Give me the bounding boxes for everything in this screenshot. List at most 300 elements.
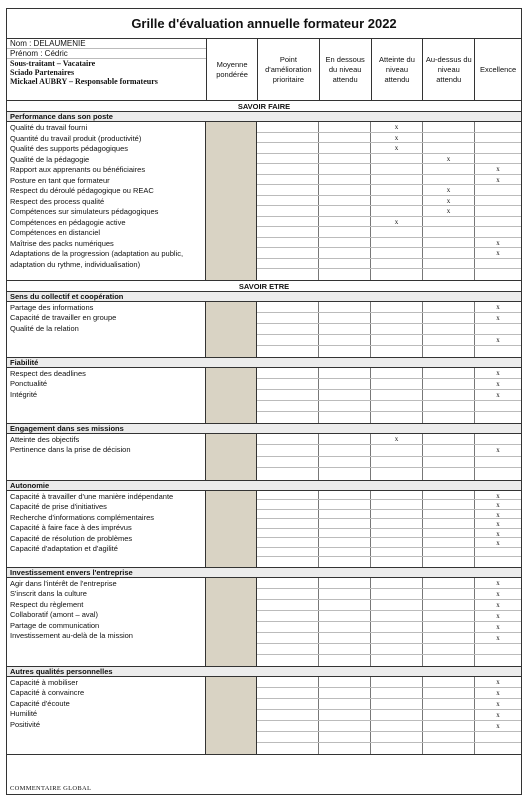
rating-cell[interactable] [423,589,475,599]
rating-cell[interactable]: x [496,721,500,730]
rating-cell[interactable] [475,548,521,557]
rating-cell[interactable]: x [496,710,500,719]
rating-cell[interactable] [475,655,521,666]
rating-cell[interactable] [423,578,475,588]
weighted-average-cell [206,677,257,754]
rating-cell[interactable] [257,259,319,269]
rating-row [257,457,521,469]
rating-cell[interactable] [371,633,423,643]
rating-cell[interactable]: x [423,154,475,164]
rating-cell[interactable]: x [496,529,500,538]
rating-cell[interactable] [371,519,423,528]
rating-cell[interactable] [319,710,371,720]
rating-row [257,175,521,186]
rating-cell[interactable] [257,699,319,709]
rating-cell[interactable] [319,143,371,153]
rating-cell[interactable]: x [496,633,500,642]
rating-cell[interactable] [371,390,423,400]
rating-cell[interactable] [319,227,371,237]
rating-cell[interactable] [319,238,371,248]
manager-line: Mickael AUBRY – Responsable formateurs [10,77,158,86]
rating-cell[interactable] [319,500,371,509]
rating-cell[interactable] [423,412,475,423]
rating-cell[interactable] [475,743,521,754]
rating-cell[interactable] [371,589,423,599]
rating-cell[interactable] [319,688,371,698]
rating-cell[interactable] [257,368,319,378]
rating-cell[interactable] [319,491,371,500]
rating-cell[interactable]: x [496,539,500,547]
rating-cell[interactable] [257,710,319,720]
rating-cell[interactable] [423,538,475,547]
rating-cell[interactable]: x [496,578,500,587]
rating-cell[interactable] [257,143,319,153]
rating-cell[interactable] [371,457,423,468]
rating-cell[interactable] [371,368,423,378]
rating-cell[interactable] [319,248,371,258]
rating-cell[interactable] [475,468,521,480]
rating-cell[interactable] [423,633,475,643]
rating-cell[interactable] [257,677,319,687]
rating-cell[interactable] [423,600,475,610]
rating-cell[interactable]: x [496,600,500,609]
rating-cell[interactable] [371,313,423,323]
rating-cell[interactable] [257,732,319,742]
rating-cell[interactable] [257,721,319,731]
rating-cell[interactable] [319,122,371,132]
rating-cell[interactable] [319,196,371,206]
rating-cell[interactable] [257,154,319,164]
rating-cell[interactable] [257,227,319,237]
rating-cell[interactable] [319,622,371,632]
rating-cell[interactable] [257,538,319,547]
rating-cell[interactable] [371,578,423,588]
rating-cell[interactable] [371,445,423,456]
weighted-average-cell [206,122,257,280]
rating-cell[interactable] [371,655,423,666]
rating-cell[interactable] [257,611,319,621]
rating-cell[interactable] [423,313,475,323]
rating-cell[interactable] [257,519,319,528]
rating-cell[interactable] [319,600,371,610]
weighted-average-cell [206,578,257,666]
rating-cell[interactable] [319,346,371,357]
section-header: Autonomie [7,481,521,491]
rating-cell[interactable] [319,644,371,654]
rating-cell[interactable] [423,644,475,654]
rating-cell[interactable] [475,133,521,143]
rating-cell[interactable] [475,346,521,357]
rating-cell[interactable] [257,324,319,334]
rating-cell[interactable] [371,491,423,500]
section-header: Fiabilité [7,358,521,368]
rating-row [257,491,521,501]
rating-cell[interactable] [257,302,319,312]
section-header: Engagement dans ses missions [7,424,521,434]
rating-cell[interactable] [475,557,521,567]
rating-cell[interactable] [423,175,475,185]
section-block [7,491,521,568]
section-header: Performance dans son poste [7,112,521,122]
rating-cell[interactable] [257,196,319,206]
rating-cell[interactable] [371,600,423,610]
rating-cell[interactable] [257,743,319,754]
rating-cell[interactable] [319,538,371,547]
rating-cell[interactable] [319,164,371,174]
rating-cell[interactable] [257,622,319,632]
rating-grid [257,578,521,666]
rating-cell[interactable] [257,390,319,400]
rating-cell[interactable] [423,699,475,709]
rating-cell[interactable] [475,143,521,153]
rating-cell[interactable] [475,412,521,423]
rating-cell[interactable] [257,510,319,519]
rating-cell[interactable] [257,457,319,468]
rating-cell[interactable] [371,412,423,423]
rating-cell[interactable] [423,457,475,468]
rating-cell[interactable] [371,644,423,654]
rating-cell[interactable] [257,434,319,445]
rating-cell[interactable] [475,227,521,237]
rating-cell[interactable] [423,548,475,557]
rating-cell[interactable] [423,401,475,411]
rating-cell[interactable] [371,721,423,731]
rating-cell[interactable] [257,589,319,599]
rating-cell[interactable] [257,655,319,666]
rating-row [257,557,521,567]
rating-row [257,578,521,589]
rating-cell[interactable]: x [371,133,423,143]
rating-cell[interactable] [319,548,371,557]
rating-cell[interactable] [257,175,319,185]
rating-cell[interactable]: x [496,379,500,388]
criteria-list: Capacité à travailler d'une manière indépendante Capacité de prise d'initiatives Recherche d'informations complémentaires Capacité à faire face à des imprévus Capacité de résolution de problèmes Capacité d'adaptation et d'agilité [7,491,206,567]
rating-cell[interactable] [423,143,475,153]
rating-cell[interactable] [257,578,319,588]
rating-cell[interactable] [423,557,475,567]
status-line: Sous-traitant – Vacataire [10,59,96,68]
rating-cell[interactable] [423,217,475,227]
rating-cell[interactable] [371,335,423,345]
section-block [7,578,521,667]
rating-cell[interactable] [371,710,423,720]
rating-cell[interactable]: x [496,313,500,322]
rating-cell[interactable] [423,390,475,400]
rating-cell[interactable]: x [496,165,500,173]
rating-cell[interactable] [423,468,475,480]
rating-cell[interactable] [371,557,423,567]
rating-cell[interactable]: x [423,185,475,195]
rating-cell[interactable] [371,699,423,709]
rating-cell[interactable] [371,259,423,269]
rating-cell[interactable] [257,185,319,195]
rating-cell[interactable] [475,259,521,269]
rating-cell[interactable] [371,185,423,195]
rating-cell[interactable] [319,557,371,567]
criteria-list: Agir dans l'intérêt de l'entreprise S'inscrit dans la culture Respect du règlement Collaboratif (amont – aval) Partage de communication Investissement au-delà de la mission [7,578,206,666]
trainer-info [7,39,207,100]
rating-cell[interactable] [371,743,423,754]
rating-cell[interactable] [423,248,475,258]
rating-cell[interactable] [319,611,371,621]
rating-cell[interactable] [319,578,371,588]
rating-cell[interactable]: x [496,611,500,620]
rating-cell[interactable]: x [496,699,500,708]
rating-cell[interactable] [319,510,371,519]
rating-cell[interactable] [257,346,319,357]
rating-cell[interactable] [371,196,423,206]
rating-cell[interactable] [257,401,319,411]
col-atteinte: Atteinte du niveau attendu [372,39,424,100]
rating-cell[interactable] [423,721,475,731]
rating-cell[interactable] [257,238,319,248]
rating-cell[interactable] [423,259,475,269]
rating-cell[interactable] [319,335,371,345]
rating-cell[interactable] [257,529,319,538]
rating-cell[interactable] [423,510,475,519]
rating-cell[interactable] [319,206,371,216]
header-row [7,39,521,101]
rating-cell[interactable] [319,379,371,389]
rating-cell[interactable] [423,368,475,378]
rating-cell[interactable]: x [496,335,500,344]
rating-cell[interactable] [257,557,319,567]
rating-cell[interactable] [319,529,371,538]
rating-cell[interactable] [371,164,423,174]
rating-cell[interactable] [423,335,475,345]
rating-cell[interactable]: x [496,622,500,631]
rating-cell[interactable]: x [496,491,500,500]
rating-cell[interactable] [319,445,371,456]
rating-cell[interactable] [319,175,371,185]
rating-row [257,548,521,558]
rating-cell[interactable] [371,401,423,411]
rating-cell[interactable]: x [496,175,500,184]
rating-cell[interactable] [371,206,423,216]
rating-cell[interactable]: x [496,688,500,697]
rating-cell[interactable] [257,468,319,480]
rating-cell[interactable] [371,175,423,185]
rating-cell[interactable] [423,269,475,280]
rating-cell[interactable]: x [496,677,500,686]
form-body [7,101,521,755]
rating-cell[interactable] [257,269,319,280]
rating-cell[interactable] [257,217,319,227]
rating-cell[interactable] [423,491,475,500]
rating-cell[interactable] [423,122,475,132]
rating-cell[interactable] [371,548,423,557]
rating-cell[interactable] [371,468,423,480]
rating-cell[interactable] [475,122,521,132]
rating-cell[interactable] [371,622,423,632]
rating-cell[interactable] [257,313,319,323]
rating-cell[interactable] [319,302,371,312]
rating-cell[interactable] [371,510,423,519]
rating-cell[interactable] [257,379,319,389]
rating-cell[interactable] [423,227,475,237]
col-excellence: Excellence [479,64,517,74]
rating-cell[interactable] [371,379,423,389]
rating-cell[interactable]: x [496,446,500,454]
rating-cell[interactable]: x [371,122,423,132]
rating-cell[interactable] [319,217,371,227]
rating-cell[interactable] [475,434,521,445]
rating-cell[interactable]: x [423,206,475,216]
rating-row [257,699,521,710]
rating-cell[interactable] [371,154,423,164]
rating-cell[interactable] [475,457,521,468]
rating-cell[interactable] [371,269,423,280]
rating-row [257,600,521,611]
rating-cell[interactable] [319,434,371,445]
rating-cell[interactable] [319,401,371,411]
rating-cell[interactable] [475,732,521,742]
rating-cell[interactable] [319,412,371,423]
rating-cell[interactable] [423,710,475,720]
rating-cell[interactable] [371,688,423,698]
rating-cell[interactable] [319,589,371,599]
rating-cell[interactable] [475,154,521,164]
rating-cell[interactable] [423,346,475,357]
rating-cell[interactable] [423,688,475,698]
rating-cell[interactable] [319,721,371,731]
rating-cell[interactable] [423,133,475,143]
rating-cell[interactable] [319,677,371,687]
rating-cell[interactable] [319,519,371,528]
rating-cell[interactable] [319,699,371,709]
rating-row [257,589,521,600]
rating-cell[interactable] [423,238,475,248]
rating-cell[interactable] [475,644,521,654]
rating-cell[interactable] [257,122,319,132]
form-title: Grille d'évaluation annuelle formateur 2022 [7,9,521,39]
rating-cell[interactable]: x [423,196,475,206]
rating-cell[interactable] [423,677,475,687]
rating-row [257,154,521,165]
rating-cell[interactable]: x [496,520,500,528]
rating-cell[interactable] [475,217,521,227]
rating-cell[interactable] [257,688,319,698]
rating-cell[interactable] [319,185,371,195]
rating-cell[interactable] [257,633,319,643]
rating-cell[interactable] [371,732,423,742]
rating-cell[interactable]: x [496,390,500,399]
rating-cell[interactable] [319,154,371,164]
rating-cell[interactable] [371,324,423,334]
rating-cell[interactable] [371,248,423,258]
rating-cell[interactable] [257,335,319,345]
rating-cell[interactable] [423,500,475,509]
rating-cell[interactable] [475,185,521,195]
rating-row [257,185,521,196]
rating-cell[interactable] [319,732,371,742]
rating-cell[interactable] [475,196,521,206]
rating-cell[interactable] [257,500,319,509]
rating-cell[interactable] [371,346,423,357]
rating-cell[interactable]: x [496,510,500,519]
rating-cell[interactable] [257,133,319,143]
rating-cell[interactable] [371,500,423,509]
rating-cell[interactable] [319,390,371,400]
rating-cell[interactable] [423,611,475,621]
rating-cell[interactable] [319,457,371,468]
rating-cell[interactable] [475,269,521,280]
rating-cell[interactable] [319,633,371,643]
rating-cell[interactable] [319,743,371,754]
rating-cell[interactable] [257,600,319,610]
rating-cell[interactable] [257,548,319,557]
rating-cell[interactable] [475,206,521,216]
rating-row [257,644,521,655]
rating-cell[interactable] [257,412,319,423]
rating-cell[interactable] [423,529,475,538]
rating-cell[interactable]: x [496,589,500,598]
section-header: Autres qualités personnelles [7,667,521,677]
rating-cell[interactable] [371,227,423,237]
rating-cell[interactable]: x [496,249,500,257]
rating-cell[interactable]: x [371,143,423,153]
rating-cell[interactable] [423,732,475,742]
rating-cell[interactable] [475,324,521,334]
rating-cell[interactable] [423,379,475,389]
rating-cell[interactable] [257,248,319,258]
rating-cell[interactable] [423,324,475,334]
rating-cell[interactable]: x [496,238,500,247]
rating-cell[interactable] [371,529,423,538]
rating-cell[interactable] [257,164,319,174]
rating-cell[interactable] [319,259,371,269]
rating-cell[interactable]: x [371,217,423,227]
rating-cell[interactable] [319,133,371,143]
rating-cell[interactable] [475,401,521,411]
rating-cell[interactable] [319,368,371,378]
rating-cell[interactable] [371,611,423,621]
rating-cell[interactable] [257,491,319,500]
rating-cell[interactable] [371,538,423,547]
rating-cell[interactable] [319,324,371,334]
rating-cell[interactable]: x [496,368,500,377]
rating-row [257,677,521,688]
rating-cell[interactable] [423,622,475,632]
rating-cell[interactable] [371,677,423,687]
rating-cell[interactable] [371,238,423,248]
rating-cell[interactable] [423,434,475,445]
rating-cell[interactable] [319,468,371,480]
rating-cell[interactable] [319,313,371,323]
rating-cell[interactable]: x [496,302,500,311]
rating-cell[interactable]: x [371,434,423,445]
rating-cell[interactable] [257,644,319,654]
rating-cell[interactable] [319,269,371,280]
rating-grid [257,122,521,280]
rating-cell[interactable] [423,743,475,754]
rating-cell[interactable] [423,655,475,666]
rating-row [257,238,521,249]
rating-cell[interactable] [423,445,475,456]
rating-cell[interactable] [423,519,475,528]
rating-row [257,655,521,666]
section-header: Sens du collectif et coopération [7,292,521,302]
rating-cell[interactable]: x [496,501,500,509]
rating-row [257,510,521,520]
rating-cell[interactable] [257,445,319,456]
global-comment-label: COMMENTAIRE GLOBAL [10,785,92,792]
rating-cell[interactable] [257,206,319,216]
rating-cell[interactable] [423,302,475,312]
rating-cell[interactable] [319,655,371,666]
rating-cell[interactable] [371,302,423,312]
rating-cell[interactable] [423,164,475,174]
